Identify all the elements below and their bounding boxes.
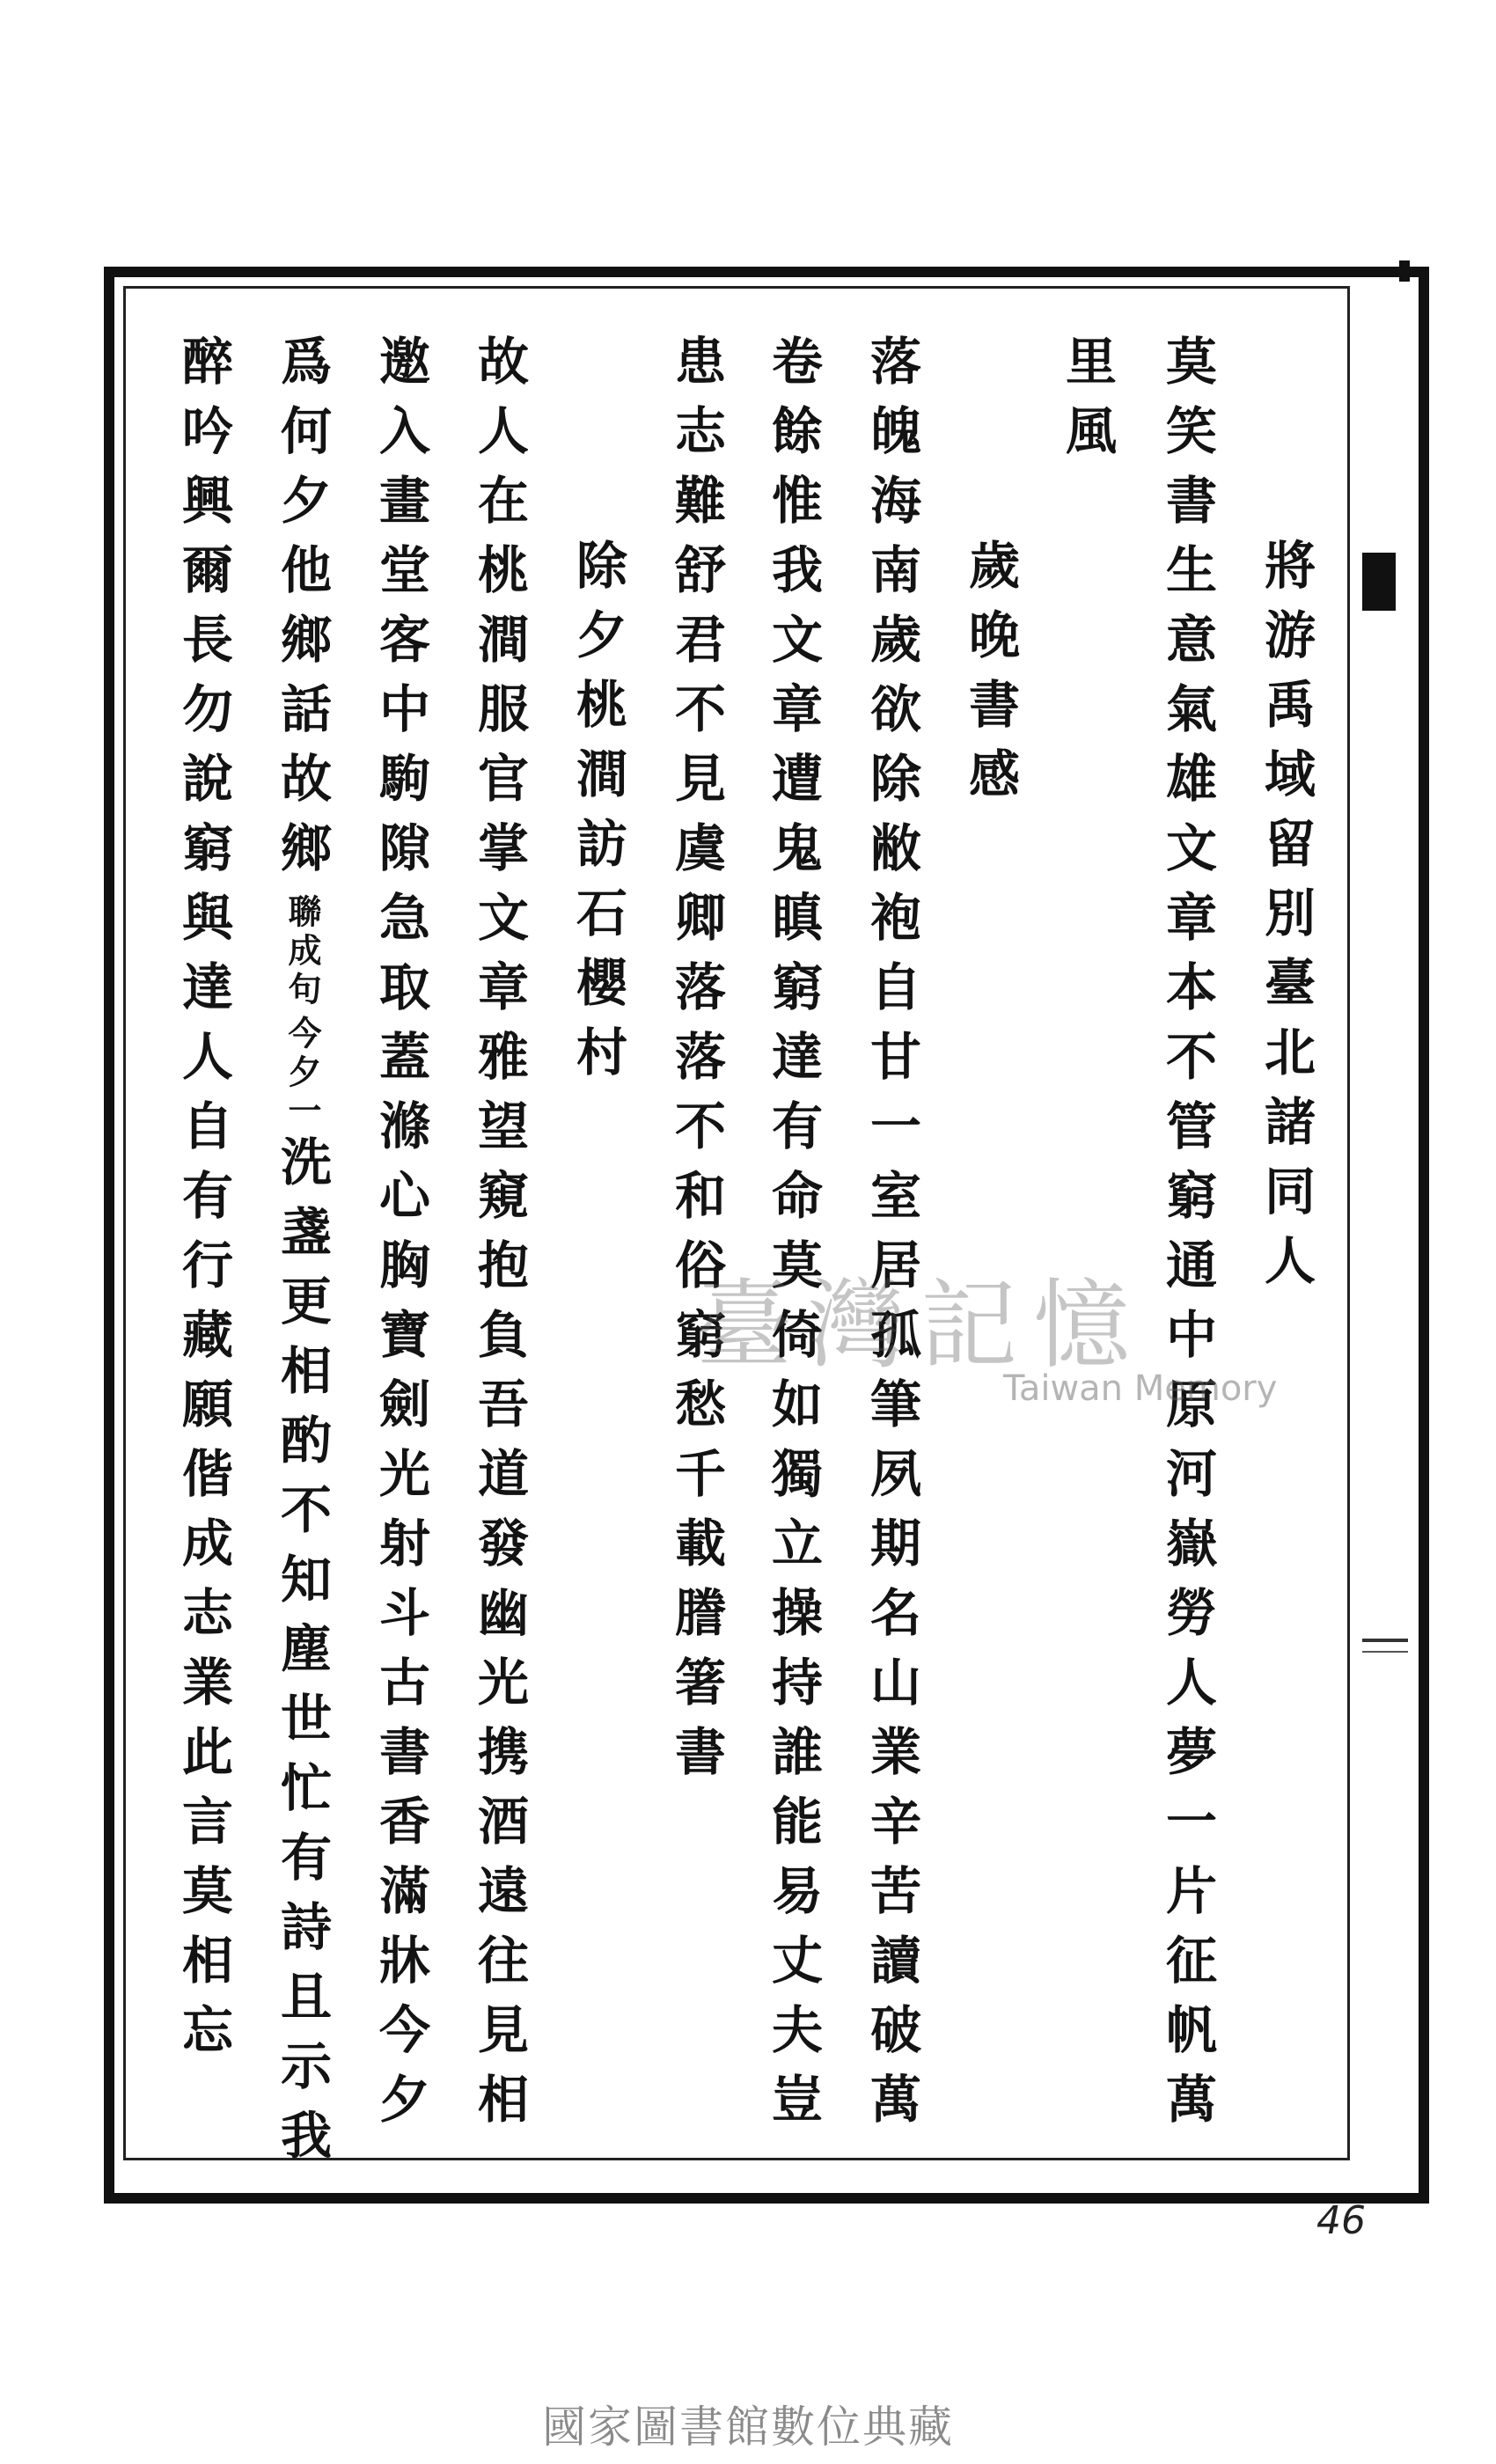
poem1-title: 將游禹域留別臺北諸同人 xyxy=(1256,539,1316,1303)
poem2-title: 歲晚書感 xyxy=(960,539,1020,817)
poem3-title: 除夕桃澗訪石櫻村 xyxy=(568,539,627,1095)
frame-corner-mark xyxy=(1399,260,1410,282)
watermark-logo-text: 臺灣記憶 xyxy=(695,1269,1146,1382)
poem1-line2: 里風 xyxy=(1057,334,1117,473)
poem2-line3: 患志難舒君不見虞卿落落不和俗窮愁千載謄箸書 xyxy=(666,334,726,1794)
page-number: 46 xyxy=(1316,2198,1366,2243)
poem3-line1: 故人在桃澗服官掌文章雅望窺抱負吾道發幽光携酒遠往見相 xyxy=(469,334,529,2142)
poem3-note-left: 聯成句 xyxy=(282,894,322,1010)
poem3-line3-part-a: 爲何夕他鄉話故鄉 xyxy=(272,334,332,891)
archive-footer: 國家圖書館數位典藏 xyxy=(542,2402,954,2453)
poem1-line1: 莫笑書生意氣雄文章本不管窮通中原河嶽勞人夢一片征帆萬 xyxy=(1157,334,1217,2142)
poem3-note-right: 今夕一 xyxy=(282,1016,322,1132)
poem3-line3 xyxy=(272,334,332,2178)
margin-rule-mark xyxy=(1362,1639,1408,1642)
poem3-interlinear-note xyxy=(282,894,322,1132)
watermark-subtitle: Taiwan Memory xyxy=(1003,1368,1278,1409)
poem3-line2: 邀入畫堂客中駒隙急取蓋滌心胸寶劍光射斗古書香滿牀今夕 xyxy=(370,334,430,2142)
poem3-line4: 醉吟興爾長勿說窮與達人自有行藏願偕成志業此言莫相忘 xyxy=(173,334,233,2072)
poem3-line3-part-b: 洗盞更相酌不知塵世忙有詩且示我 xyxy=(272,1135,332,2178)
margin-rule-mark-secondary xyxy=(1362,1651,1408,1653)
side-tab-marker xyxy=(1362,553,1396,611)
poem2-line1: 落魄海南歲欲除敝袍自甘一室居孤筆夙期名山業辛苦讀破萬 xyxy=(862,334,921,2142)
poem2-line2: 卷餘惟我文章遭鬼瞋窮達有命莫倚如獨立操持誰能易丈夫豈 xyxy=(763,334,823,2142)
